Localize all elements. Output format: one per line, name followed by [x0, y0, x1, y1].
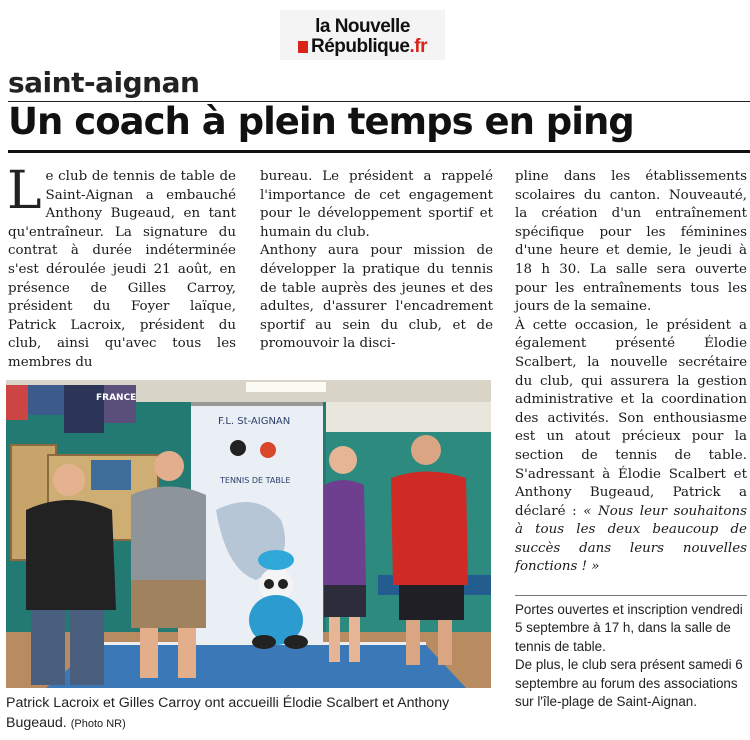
paragraph [515, 317, 747, 577]
paragraph-text: À cette occasion, le président a également présenté Élodie Scalbert, la nouvelle secrétaire du club, qui assurera la gestion administrative et la coordination des activités. Son enthousiasme est un atout précieux pour la section de tennis de table. S'adressant à Élodie Scalbert et Anthony Bugeaud, Patrick a déclaré : [515, 317, 747, 519]
quote: « Nous leur souhaitons à tous les deux beaucoup de succès dans leurs nouvelles fonctions ! » [515, 503, 747, 575]
article-photo [6, 380, 491, 688]
infobox-divider [515, 595, 747, 596]
section-label: saint-aignan [8, 66, 200, 99]
photo-caption [6, 693, 496, 734]
article-column-3 [515, 168, 747, 577]
logo-square-icon [298, 41, 308, 53]
column-1-text: e club de tennis de table de Saint-Aignan a embauché Anthony Bugeaud, en tant qu'entraîneur. La signature du contrat à durée indéterminée s'est déroulée jeudi 21 août, en présence de Gilles Carroy, président du Foyer laïque, Patrick Lacroix, président du club, ainsi qu'avec tous les membres du [8, 169, 236, 370]
paragraph [7, 161, 236, 373]
newspaper-logo [280, 10, 445, 60]
photo-illustration [6, 380, 491, 688]
logo-line-1: la Nouvelle [315, 16, 410, 37]
drop-cap: L [7, 161, 42, 221]
caption-text: Patrick Lacroix et Gilles Carroy ont accueilli Élodie Scalbert et Anthony Bugeaud. [6, 695, 450, 731]
logo-name: République [311, 36, 410, 57]
article-column-2 [260, 168, 493, 354]
logo-suffix: .fr [409, 36, 427, 57]
info-paragraph: Portes ouvertes et inscription vendredi 5 septembre à 17 h, dans la salle de tennis de table. [515, 602, 743, 654]
banner-sport: TENNIS DE TABLE [220, 476, 291, 485]
title-divider [8, 150, 750, 153]
info-box [515, 601, 750, 711]
paragraph: bureau. Le président a rappelé l'importance de cet engagement pour le développement sportif et humain du club. [260, 169, 493, 240]
logo-line-2 [280, 36, 445, 58]
paragraph: Anthony aura pour mission de développer la pratique du tennis de table auprès des jeunes et des adultes, d'assurer l'encadrement sportif au sein du club, et de promouvoir la disci- [260, 243, 493, 352]
info-paragraph: De plus, le club sera présent samedi 6 septembre au forum des associations sur l'île-plage de Saint-Aignan. [515, 657, 743, 710]
banner-club: F.L. St-AIGNAN [218, 416, 291, 427]
article-title: Un coach à plein temps en ping [8, 100, 634, 143]
poster-text: FRANCE [96, 393, 137, 403]
paragraph: pline dans les établissements scolaires du canton. Nouveauté, la création d'un entraînement spécifique pour les féminines d'une heure et demie, le jeudi à 18 h 30. La salle sera ouverte pour les entraînements tous les jours de la semaine. [515, 169, 747, 315]
photo-credit: (Photo NR) [70, 718, 126, 730]
article-column-1 [7, 161, 236, 373]
